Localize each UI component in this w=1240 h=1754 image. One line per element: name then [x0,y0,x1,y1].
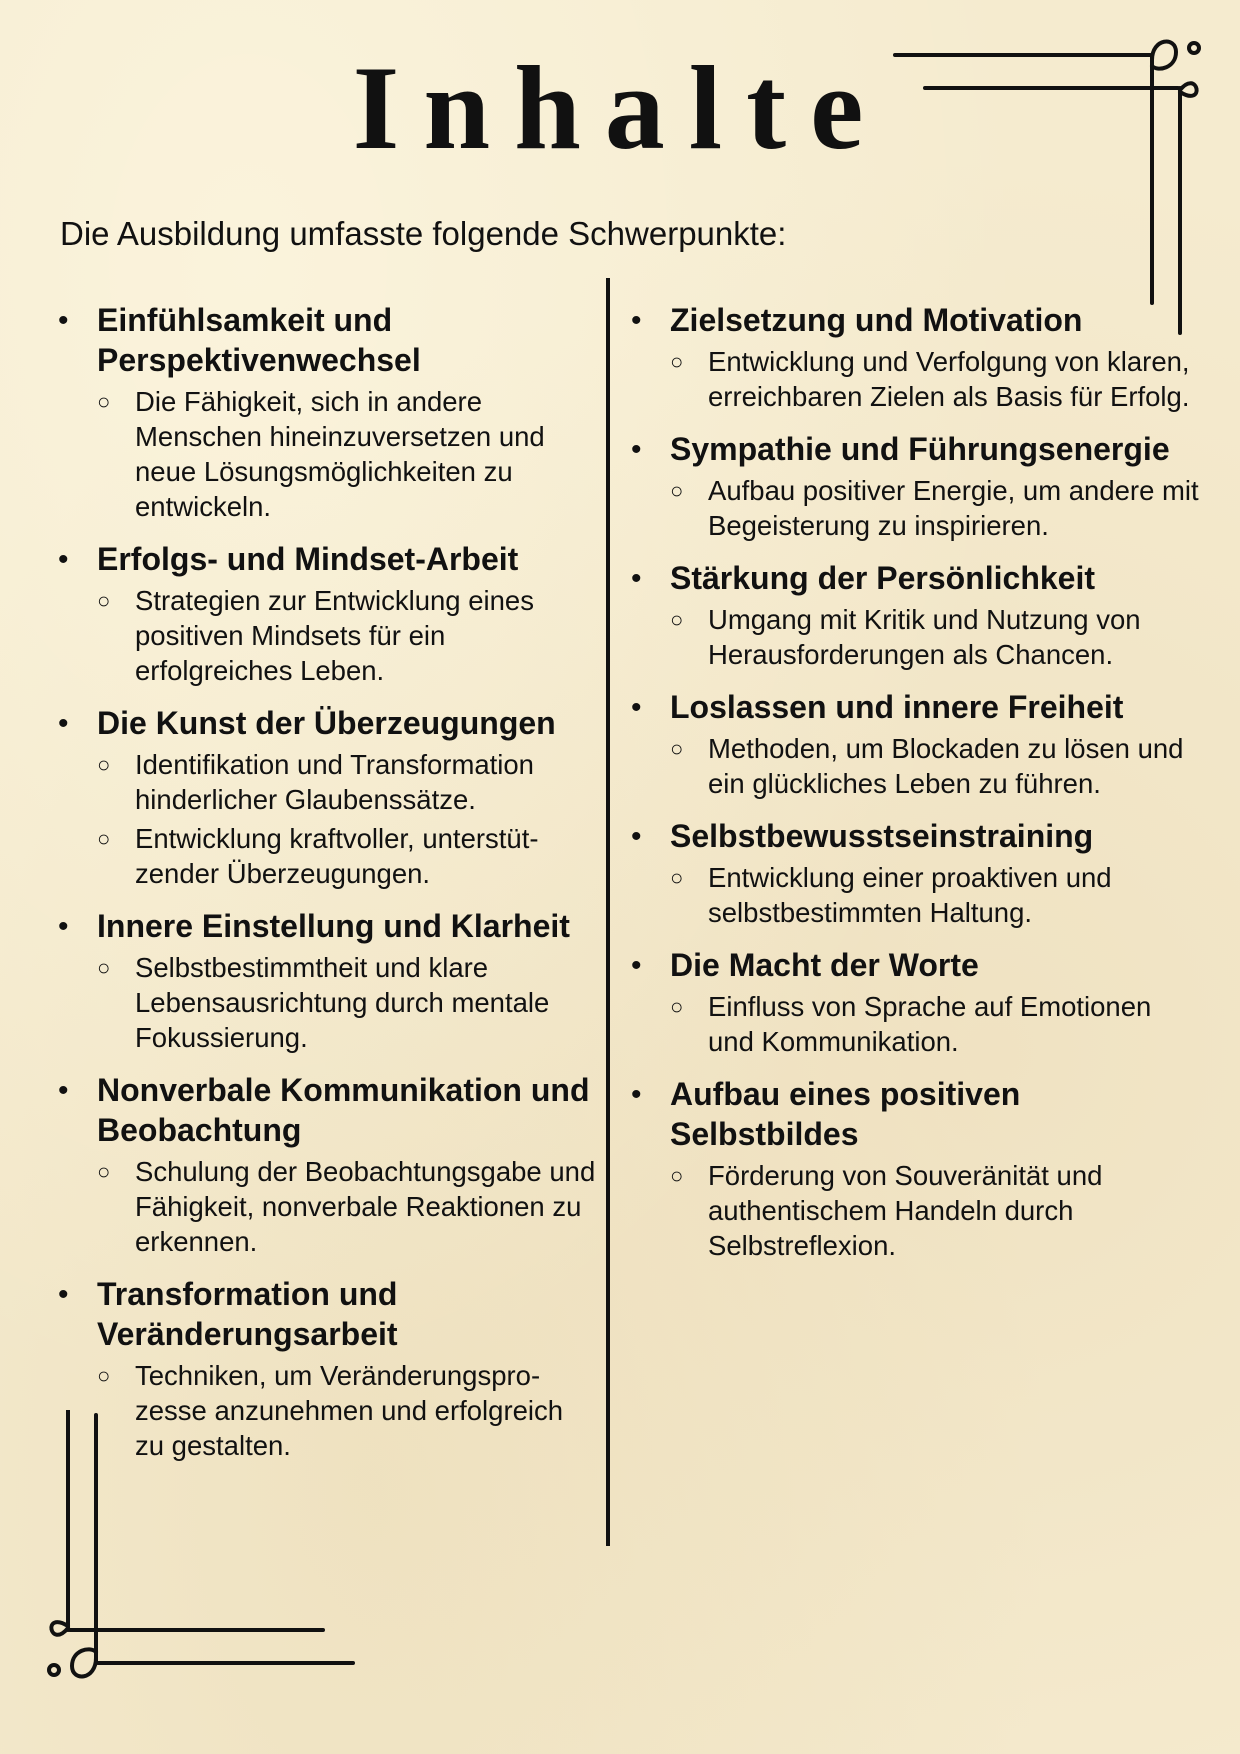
topic-detail [670,731,1201,801]
topic-detail-text: Entwicklung kraftvoller, unterstützender Überzeugungen. [135,823,539,889]
topic-item [631,687,1201,801]
right-topic-column [631,300,1201,1278]
topic-title: Sympathie und Führungsenergie [670,431,1170,467]
circle-bullet-icon: ○ [670,478,684,503]
circle-bullet-icon: ○ [670,736,684,761]
circle-bullet-icon: ○ [97,389,111,414]
topic-detail-text: Methoden, um Blockaden zu lösen und ein glückliches Leben zu führen. [708,733,1184,799]
bullet-icon: • [58,543,69,576]
circle-bullet-icon: ○ [670,607,684,632]
circle-bullet-icon: ○ [97,1363,111,1388]
bullet-icon: • [631,562,642,595]
topic-title: Aufbau eines positiven Selbstbildes [670,1076,1021,1152]
topic-detail-text: Entwicklung einer proaktiven und selbstbestimmten Haltung. [708,862,1112,928]
topic-title: Transformation und Veränderungsarbeit [97,1276,398,1352]
circle-bullet-icon: ○ [97,955,111,980]
topic-item [58,300,598,524]
bullet-icon: • [631,820,642,853]
topic-detail [670,473,1201,543]
column-divider [606,278,610,1546]
topic-item [58,1070,598,1259]
circle-bullet-icon: ○ [670,865,684,890]
circle-bullet-icon: ○ [97,1159,111,1184]
topic-detail-text: Entwicklung und Verfolgung von klaren, erreichbaren Zielen als Basis für Erfolg. [708,346,1190,412]
topic-item [631,945,1201,1059]
bullet-icon: • [58,910,69,943]
topic-detail [670,860,1201,930]
bullet-icon: • [631,433,642,466]
topic-title: Zielsetzung und Motivation [670,302,1083,338]
topic-detail-text: Selbstbestimmtheit und klare Lebensausrichtung durch mentale Fokussierung. [135,952,550,1053]
bullet-icon: • [631,949,642,982]
topic-title: Selbstbewusstseinstraining [670,818,1094,854]
bullet-icon: • [631,691,642,724]
topic-detail-text: Einfluss von Sprache auf Emotionen und Kommunikation. [708,991,1152,1057]
topic-detail-text: Aufbau positiver Energie, um andere mit Begeisterung zu inspirieren. [708,475,1199,541]
bullet-icon: • [631,1078,642,1111]
topic-detail-text: Strategien zur Entwicklung eines positiven Mindsets für ein erfolgreiches Leben. [135,585,534,686]
topic-title: Die Kunst der Überzeugungen [97,705,556,741]
topic-title: Nonverbale Kommunikation und Beobachtung [97,1072,590,1148]
topic-item [631,1074,1201,1263]
bullet-icon: • [58,304,69,337]
topic-item [58,906,598,1055]
topic-detail [670,344,1201,414]
circle-bullet-icon: ○ [97,588,111,613]
topic-detail-text: Die Fähigkeit, sich in andere Menschen hineinzuversetzen und neue Lösungsmöglichkeiten zu entwickeln. [135,386,545,522]
topic-detail-text: Techniken, um Veränderungsprozesse anzunehmen und erfolgreich zu gestalten. [135,1360,564,1461]
topic-item [58,539,598,688]
topic-item [631,558,1201,672]
topic-title: Die Macht der Worte [670,947,979,983]
topic-title: Innere Einstellung und Klarheit [97,908,570,944]
topic-title: Stärkung der Persönlichkeit [670,560,1096,596]
topic-title: Einfühlsamkeit und Perspektivenwechsel [97,302,421,378]
topic-detail [97,747,598,817]
corner-ornament-bottom-left-icon [28,1410,368,1730]
circle-bullet-icon: ○ [670,1163,684,1188]
topic-detail [97,821,598,891]
topic-detail [670,1158,1201,1263]
topic-detail [670,989,1201,1059]
intro-text: Die Ausbildung umfasste folgende Schwerpunkte: [60,215,787,252]
topic-detail [97,384,598,524]
topic-item [631,816,1201,930]
circle-bullet-icon: ○ [97,826,111,851]
circle-bullet-icon: ○ [97,752,111,777]
topic-detail [670,602,1201,672]
circle-bullet-icon: ○ [670,349,684,374]
topic-item [58,703,598,891]
bullet-icon: • [631,304,642,337]
topic-detail [97,950,598,1055]
topic-detail-text: Umgang mit Kritik und Nutzung von Herausforderungen als Chancen. [708,604,1141,670]
topic-detail [97,1154,598,1259]
circle-bullet-icon: ○ [670,994,684,1019]
bullet-icon: • [58,1278,69,1311]
topic-title: Erfolgs- und Mindset-Arbeit [97,541,519,577]
page-title: Inhalte [352,41,888,174]
topic-detail [97,583,598,688]
left-topic-column [58,300,598,1478]
topic-detail-text: Identifikation und Transformation hinderlicher Glaubenssätze. [135,749,534,815]
topic-detail-text: Schulung der Beobachtungsgabe und Fähigkeit, nonverbale Reaktionen zu erkennen. [135,1156,596,1257]
topic-detail-text: Förderung von Souveränität und authentischem Handeln durch Selbstreflexion. [708,1160,1103,1261]
topic-item [631,300,1201,414]
topic-title: Loslassen und innere Freiheit [670,689,1124,725]
topic-item [631,429,1201,543]
bullet-icon: • [58,707,69,740]
bullet-icon: • [58,1074,69,1107]
